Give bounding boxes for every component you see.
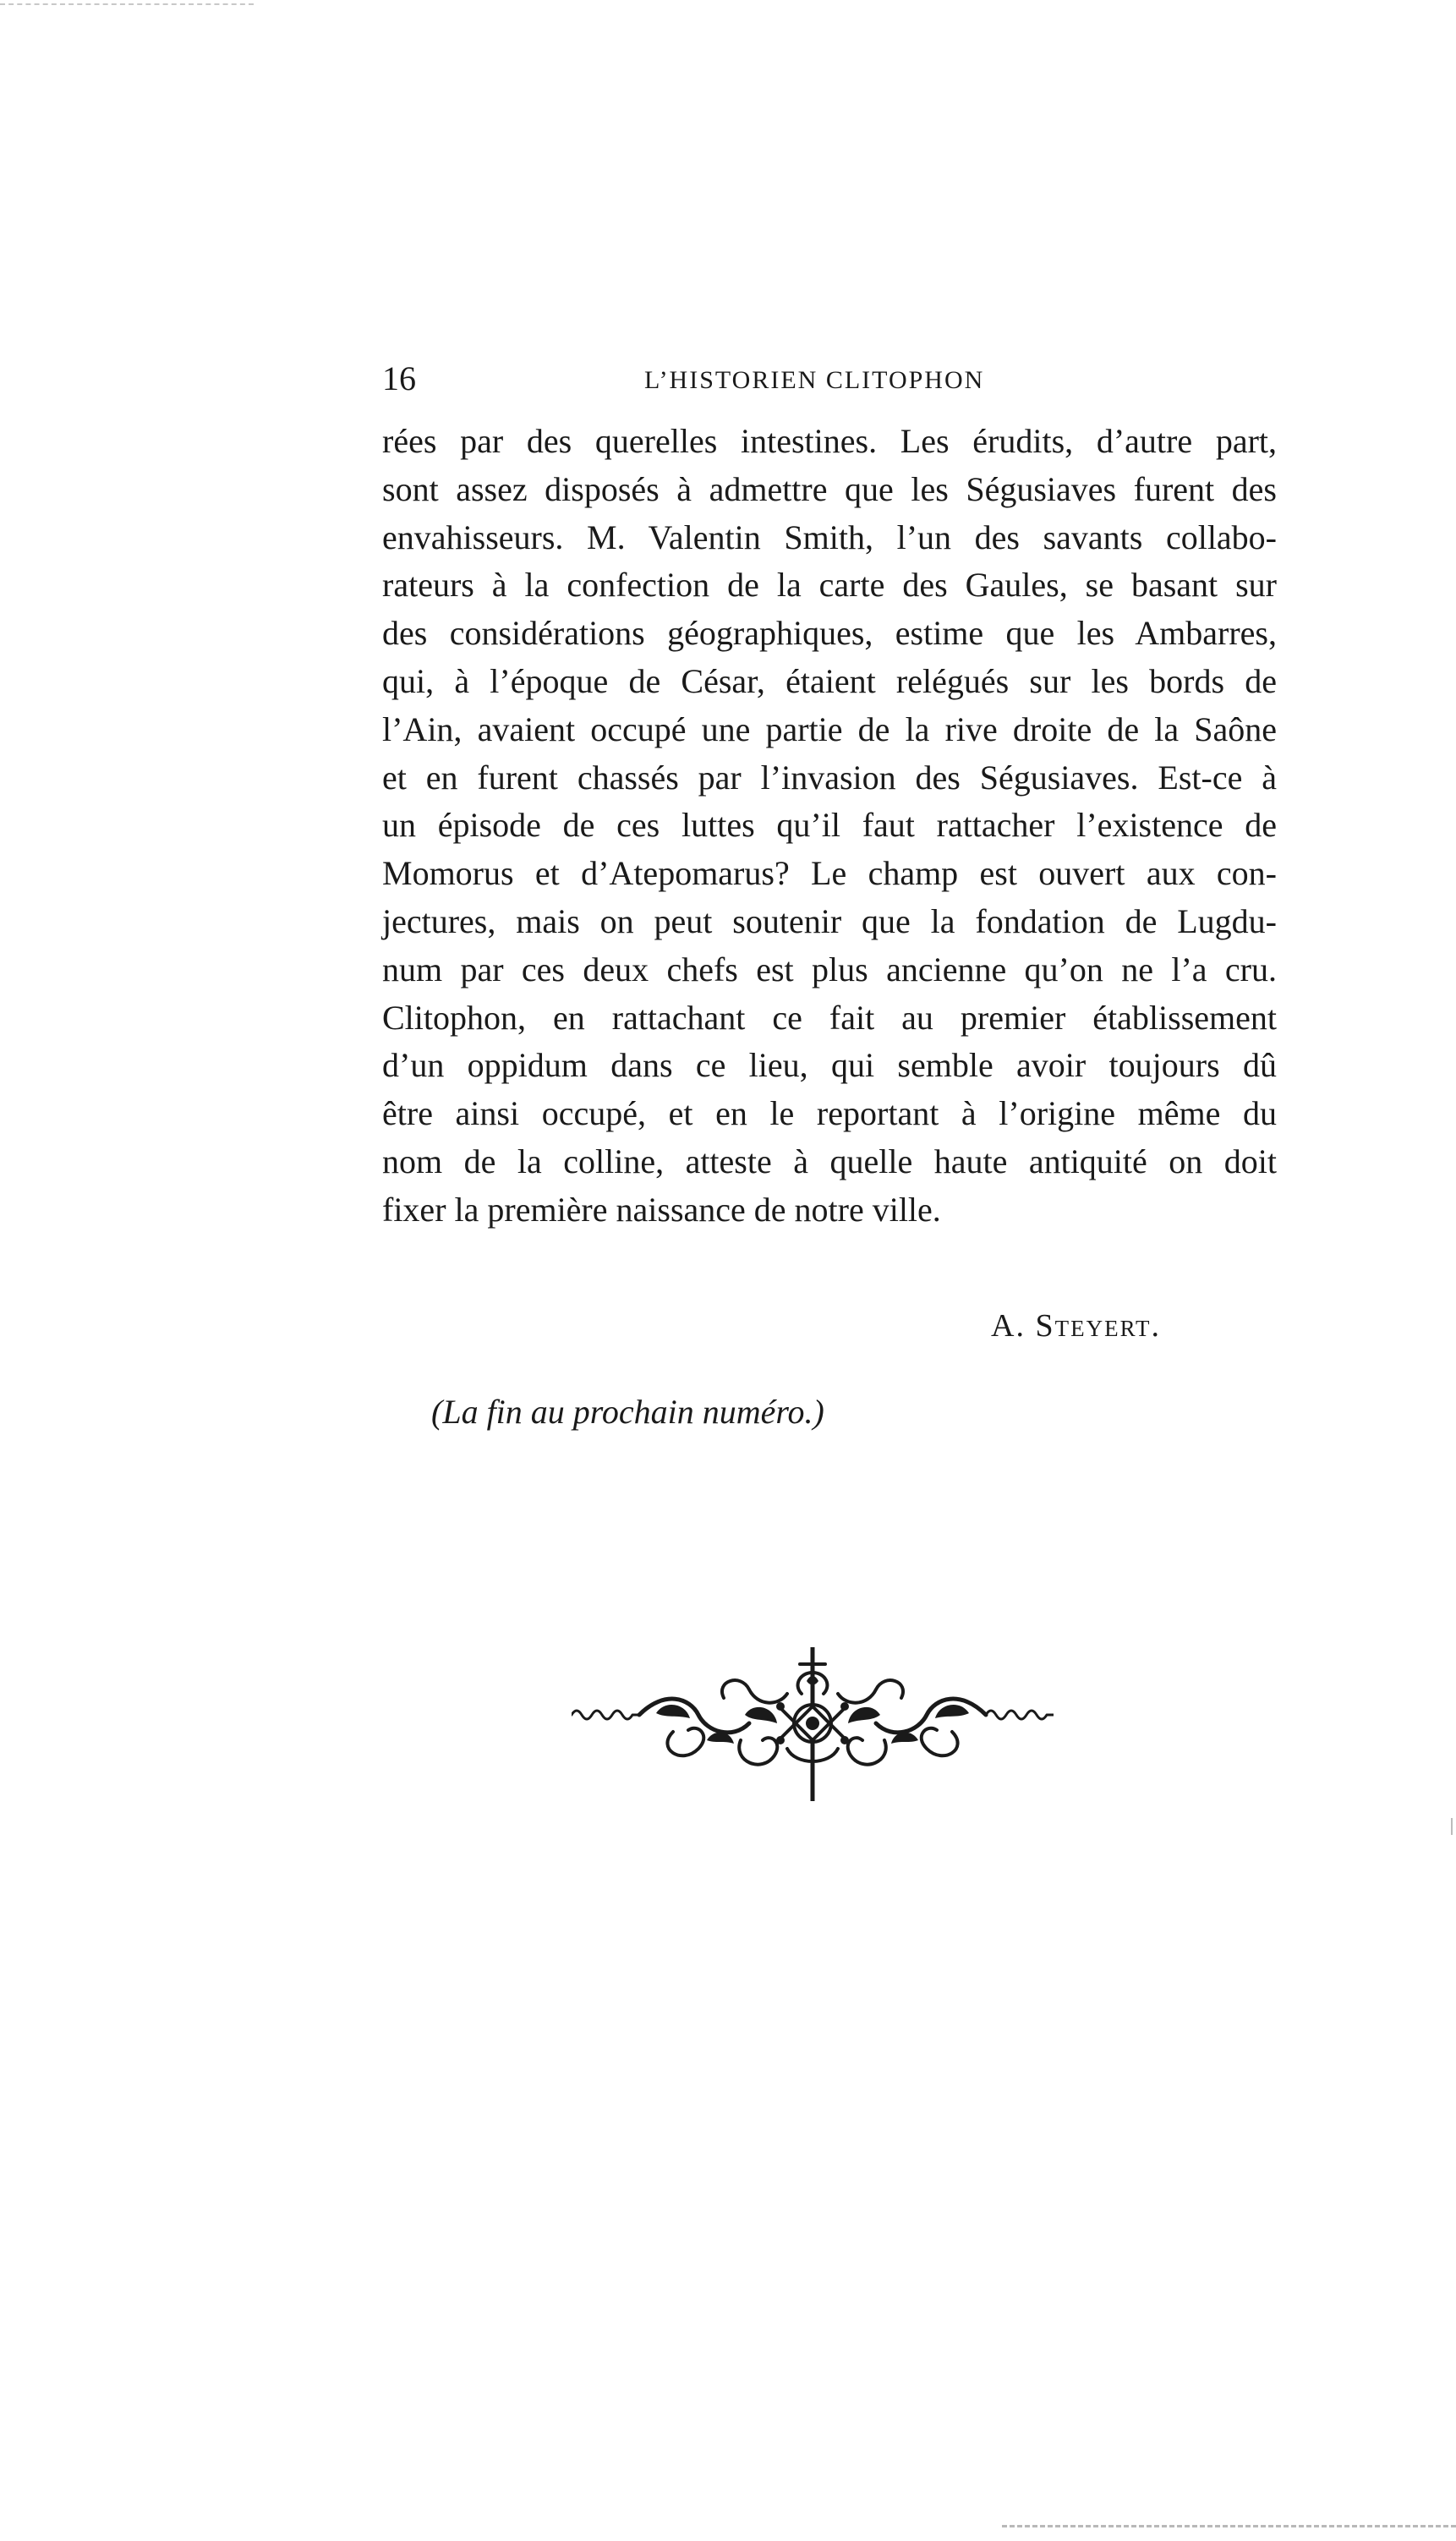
continuation-note: (La fin au prochain numéro.) [431, 1393, 824, 1431]
text-line: jectures, mais on peut soutenir que la fondation de Lugdu- [382, 901, 1277, 940]
text-line: un épisode de ces luttes qu’il faut rattacher l’existence de [382, 806, 1277, 845]
author-initial: A. [991, 1308, 1026, 1344]
text-line: des considérations géographiques, estime que les Ambarres, [382, 614, 1277, 653]
scan-edge-mark-bottom [1002, 2525, 1456, 2527]
text-line: Momorus et d’Atepomarus? Le champ est ouvert aux con- [382, 854, 1277, 893]
text-line: rées par des querelles intestines. Les érudits, d’autre part, [382, 422, 1277, 460]
text-line: envahisseurs. M. Valentin Smith, l’un des savants collabo- [382, 518, 1277, 556]
scan-edge-mark-right [1451, 1818, 1453, 1835]
running-head [382, 353, 1278, 404]
text-line: sont assez disposés à admettre que les Ségusiaves furent des [382, 469, 1277, 508]
author-surname: Steyert. [1035, 1308, 1161, 1344]
text-line: Clitophon, en rattachant ce fait au premier établissement [382, 998, 1277, 1037]
scan-edge-mark-top [0, 3, 254, 5]
body-paragraph [382, 418, 1277, 1235]
text-line: num par ces deux chefs est plus ancienne qu’on ne l’a cru. [382, 950, 1277, 988]
text-line: rateurs à la confection de la carte des Gaules, se basant sur [382, 566, 1277, 605]
text-line: être ainsi occupé, et en le reportant à l’origine même du [382, 1094, 1277, 1133]
text-line: et en furent chassés par l’invasion des Ségusiaves. Est-ce à [382, 758, 1277, 797]
running-title: L’HISTORIEN CLITOPHON [644, 366, 985, 394]
text-line: qui, à l’époque de César, étaient relégués sur les bords de [382, 661, 1277, 700]
fleuron-tailpiece-icon [572, 1647, 1054, 1801]
page-number: 16 [382, 359, 416, 397]
text-line: nom de la colline, atteste à quelle haute antiquité on doit [382, 1142, 1277, 1180]
text-line-last: fixer la première naissance de notre ville. [382, 1190, 941, 1229]
text-line: l’Ain, avaient occupé une partie de la rive droite de la Saône [382, 709, 1277, 748]
author-signature [991, 1302, 1161, 1350]
text-line: d’un oppidum dans ce lieu, qui semble avoir toujours dû [382, 1046, 1277, 1085]
